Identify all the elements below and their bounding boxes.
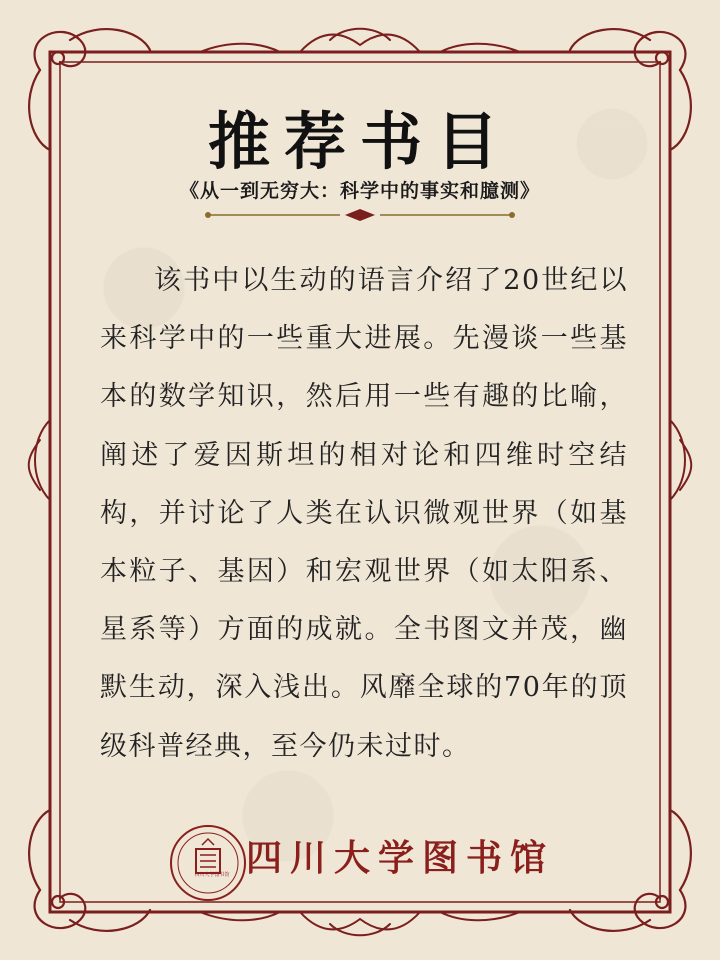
book-description: 该书中以生动的语言介绍了20世纪以来科学中的一些重大进展。先漫谈一些基本的数学知识，然后用一些有趣的比喻，阐述了爱因斯坦的相对论和四维时空结构，并讨论了人类在认识微观世界（如基本粒子、基因）和宏观世界（如太阳系、星系等）方面的成就。全书图文并茂，幽默生动，深入浅出。风靡全球的70年的顶级科普经典，至今仍未过时。 — [100, 265, 628, 762]
book-title: 《从一到无穷大：科学中的事实和臆测》 — [179, 180, 540, 202]
page-title: 推荐书目 — [207, 105, 512, 178]
seal-caption: 四川大学图书馆 — [194, 872, 230, 878]
ornamental-divider — [200, 207, 520, 223]
library-seal-icon — [168, 823, 248, 903]
library-name: 四川大学图书馆 — [246, 837, 555, 879]
